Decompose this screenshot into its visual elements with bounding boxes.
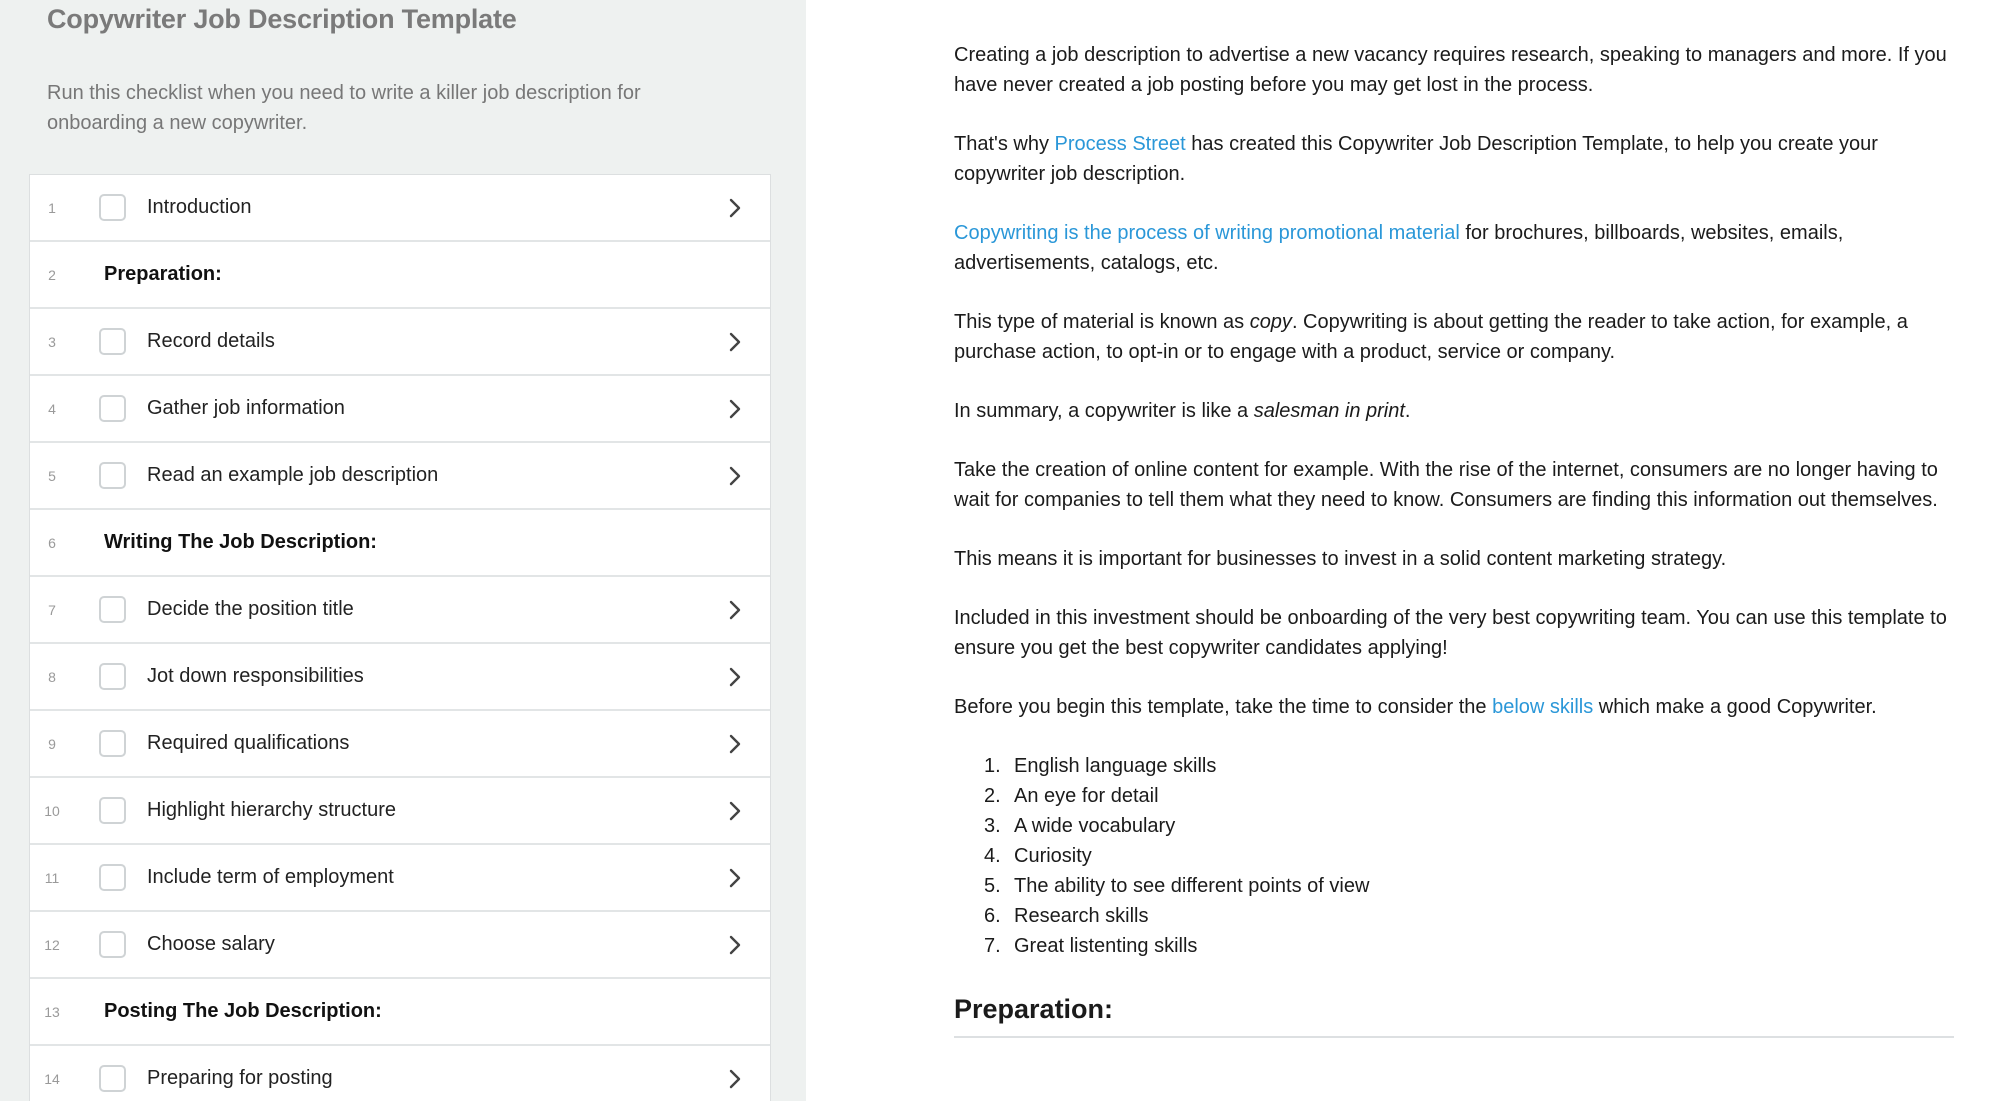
text: Before you begin this template, take the time to consider the — [954, 696, 1493, 718]
task-row[interactable] — [30, 644, 770, 711]
task-number: 14 — [44, 1070, 60, 1087]
task-checkbox[interactable] — [99, 194, 126, 221]
task-label: Preparing for posting — [147, 1067, 333, 1089]
task-number: 10 — [44, 802, 60, 819]
task-row[interactable] — [30, 376, 770, 443]
task-number: 3 — [48, 333, 56, 350]
skill-item — [984, 781, 1954, 811]
text: This type of material is known as — [954, 311, 1250, 333]
text: for brochures, billboards, websites, emails, advertisements, catalogs, etc. — [954, 222, 1844, 274]
task-heading[interactable] — [30, 979, 770, 1046]
chevron-right-icon[interactable] — [728, 332, 742, 352]
template-title: Copywriter Job Description Template — [47, 4, 517, 34]
task-heading[interactable] — [30, 510, 770, 577]
chevron-right-icon[interactable] — [728, 667, 742, 687]
task-label: Decide the position title — [147, 598, 354, 620]
task-label: Jot down responsibilities — [147, 665, 364, 687]
below-skills-link[interactable]: below skills — [1492, 696, 1594, 718]
task-list — [29, 174, 771, 1101]
skill-number: 3. — [984, 815, 1001, 837]
chevron-right-icon[interactable] — [728, 600, 742, 620]
task-checkbox[interactable] — [99, 596, 126, 623]
skills-list — [954, 751, 1954, 961]
task-number: 2 — [48, 266, 56, 283]
task-label: Highlight hierarchy structure — [147, 799, 396, 821]
paragraph-copywriting-definition — [954, 218, 1954, 278]
skill-text: A wide vocabulary — [1014, 815, 1176, 837]
skill-item — [984, 901, 1954, 931]
skill-number: 5. — [984, 875, 1001, 897]
paragraph-intro: Creating a job description to advertise a new vacancy requires research, speaking to managers and more. If you have never created a job posting before you may get lost in the process. — [954, 44, 1947, 96]
task-label: Posting The Job Description: — [104, 1000, 382, 1022]
task-label: Gather job information — [147, 397, 345, 419]
skill-number: 7. — [984, 935, 1001, 957]
paragraph-copy — [954, 307, 1954, 367]
task-label: Record details — [147, 330, 275, 352]
task-checkbox[interactable] — [99, 931, 126, 958]
text: . — [1404, 400, 1411, 422]
task-checkbox[interactable] — [99, 328, 126, 355]
skill-text: English language skills — [1014, 755, 1217, 777]
task-row[interactable] — [30, 778, 770, 845]
skill-text: Great listenting skills — [1014, 935, 1198, 957]
text: . Copywriting is about getting the reader to take action, for example, a purchase action, to opt-in or to engage with a product, service or company. — [954, 311, 1908, 363]
skill-item — [984, 811, 1954, 841]
task-checkbox[interactable] — [99, 730, 126, 757]
skill-number: 1. — [984, 755, 1001, 777]
task-number: 1 — [48, 199, 56, 216]
task-checkbox[interactable] — [99, 864, 126, 891]
task-number: 6 — [48, 534, 56, 551]
task-checkbox[interactable] — [99, 395, 126, 422]
paragraph-online-content: Take the creation of online content for example. With the rise of the internet, consumers are no longer having to wait for companies to tell them what they need to know. Consumers are finding this information out themselves. — [954, 459, 1938, 511]
task-number: 12 — [44, 936, 60, 953]
chevron-right-icon[interactable] — [728, 198, 742, 218]
task-row[interactable] — [30, 711, 770, 778]
task-checkbox[interactable] — [99, 663, 126, 690]
task-content — [954, 40, 1954, 1038]
task-label: Preparation: — [104, 263, 222, 285]
skill-item — [984, 751, 1954, 781]
skill-number: 2. — [984, 785, 1001, 807]
task-number: 7 — [48, 601, 56, 618]
task-label: Include term of employment — [147, 866, 394, 888]
task-number: 5 — [48, 467, 56, 484]
chevron-right-icon[interactable] — [728, 801, 742, 821]
paragraph-skills-intro — [954, 692, 1954, 722]
skill-item — [984, 871, 1954, 901]
task-label: Required qualifications — [147, 732, 350, 754]
template-description: Run this checklist when you need to write a killer job description for onboarding a new copywriter. — [47, 82, 641, 134]
task-label: Writing The Job Description: — [104, 531, 377, 553]
task-label: Choose salary — [147, 933, 275, 955]
skill-item — [984, 931, 1954, 961]
content-panel — [806, 0, 1999, 1101]
task-number: 9 — [48, 735, 56, 752]
task-row[interactable] — [30, 175, 770, 242]
task-checkbox[interactable] — [99, 797, 126, 824]
paragraph-summary — [954, 396, 1954, 426]
emphasis: salesman in print — [1253, 400, 1405, 422]
task-label: Introduction — [147, 196, 252, 218]
task-label: Read an example job description — [147, 464, 439, 486]
skill-text: Research skills — [1014, 905, 1149, 927]
emphasis: copy — [1249, 311, 1292, 333]
text: That's why — [954, 133, 1055, 155]
task-row[interactable] — [30, 443, 770, 510]
chevron-right-icon[interactable] — [728, 466, 742, 486]
task-row[interactable] — [30, 912, 770, 979]
task-number: 11 — [44, 869, 60, 886]
text: In summary, a copywriter is like a — [954, 400, 1254, 422]
skill-text: An eye for detail — [1014, 785, 1159, 807]
task-row[interactable] — [30, 309, 770, 376]
paragraph-strategy: This means it is important for businesses to invest in a solid content marketing strategy. — [954, 548, 1727, 570]
chevron-right-icon[interactable] — [728, 399, 742, 419]
copywriting-definition-link[interactable]: Copywriting is the process of writing promotional material — [954, 222, 1460, 244]
task-row[interactable] — [30, 577, 770, 644]
task-row[interactable] — [30, 845, 770, 912]
skill-number: 6. — [984, 905, 1001, 927]
section-heading-preparation: Preparation: — [954, 994, 1954, 1038]
skill-number: 4. — [984, 845, 1001, 867]
task-heading[interactable] — [30, 242, 770, 309]
chevron-right-icon[interactable] — [728, 1069, 742, 1089]
task-checkbox[interactable] — [99, 462, 126, 489]
task-row[interactable] — [30, 1046, 770, 1101]
skill-item — [984, 841, 1954, 871]
chevron-right-icon[interactable] — [728, 868, 742, 888]
task-number: 8 — [48, 668, 56, 685]
process-street-link[interactable]: Process Street — [1054, 133, 1186, 155]
skill-text: Curiosity — [1014, 845, 1092, 867]
text: which make a good Copywriter. — [1593, 696, 1877, 718]
task-number: 13 — [44, 1003, 60, 1020]
chevron-right-icon[interactable] — [728, 935, 742, 955]
checklist-panel — [0, 0, 806, 1101]
paragraph-process-street — [954, 129, 1954, 189]
skill-text: The ability to see different points of view — [1014, 875, 1370, 897]
task-number: 4 — [48, 400, 56, 417]
paragraph-investment: Included in this investment should be onboarding of the very best copywriting team. You can use this template to ensure you get the best copywriter candidates applying! — [954, 607, 1947, 659]
chevron-right-icon[interactable] — [728, 734, 742, 754]
text: has created this Copywriter Job Description Template, to help you create your copywriter job description. — [954, 133, 1878, 185]
task-checkbox[interactable] — [99, 1065, 126, 1092]
